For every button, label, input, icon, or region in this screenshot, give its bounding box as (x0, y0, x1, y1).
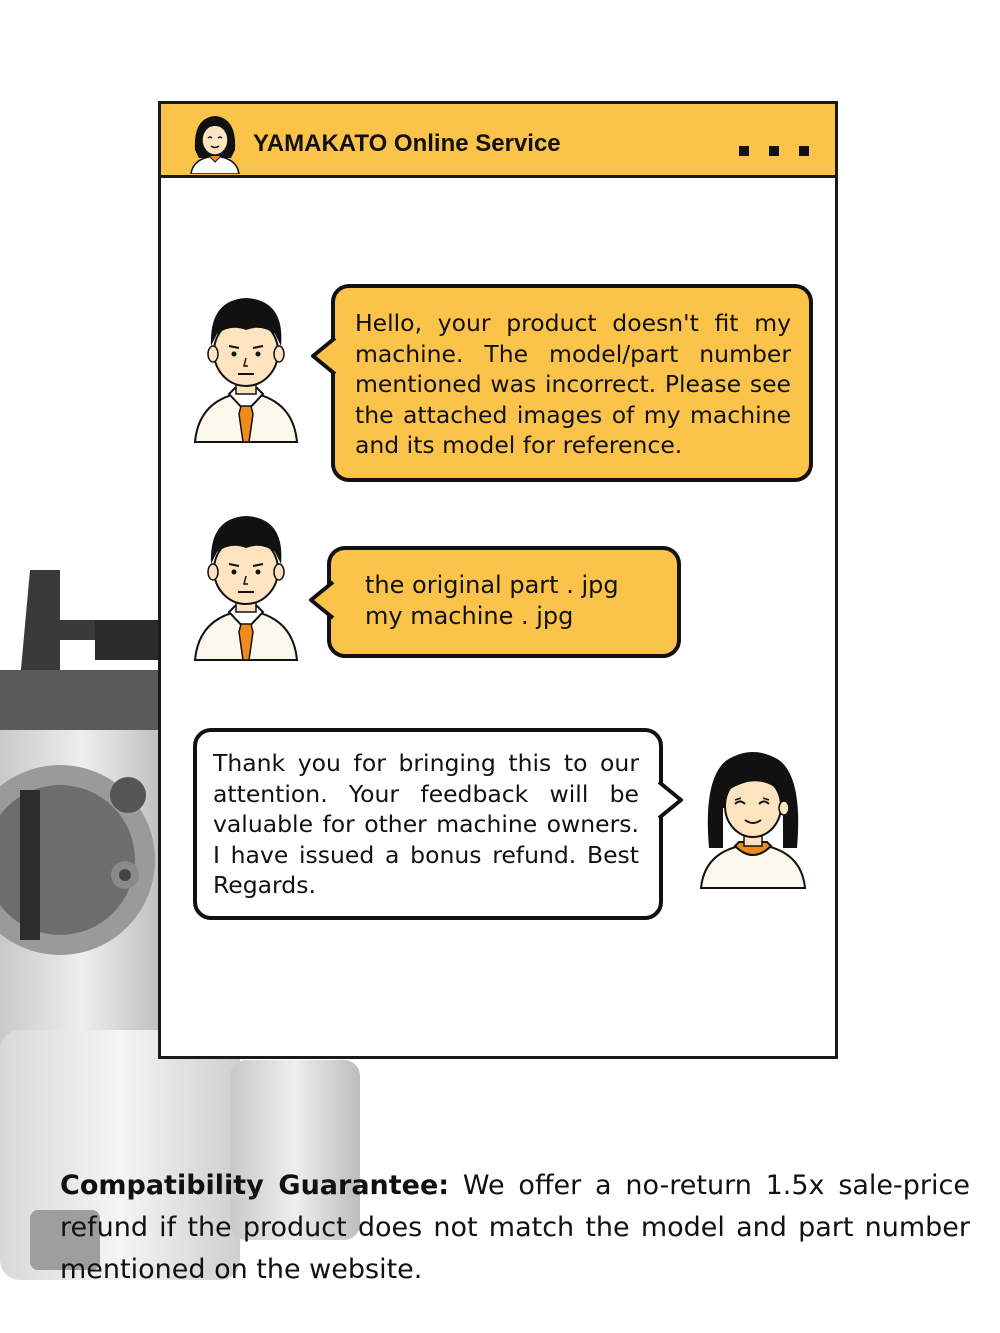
agent-avatar-icon (697, 748, 809, 898)
attachments-bubble (327, 546, 681, 658)
attachment-link[interactable]: the original part . jpg (365, 571, 619, 599)
bubble-tail (307, 580, 337, 620)
more-dots-icon[interactable] (739, 146, 809, 156)
dot (739, 146, 749, 156)
attachment-link[interactable]: my machine . jpg (365, 601, 574, 630)
customer-avatar-icon (191, 294, 301, 444)
customer-avatar-icon (191, 512, 301, 662)
customer-message-bubble (331, 284, 813, 482)
message-text: Hello, your product doesn't fit my machine. The model/part number mentioned was incorrect. Please see the attached images of my machine and its model for reference. (355, 309, 791, 459)
agent-message-bubble (193, 728, 663, 920)
chat-window (158, 101, 838, 1059)
header-title: YAMAKATO Online Service (253, 130, 561, 157)
dot (769, 146, 779, 156)
guarantee-body: We offer a no-return 1.5x sale-price refund if the product does not match the model and part number mentioned on the website. (60, 1170, 970, 1285)
bubble-tail (309, 336, 339, 376)
compatibility-guarantee-text (60, 1165, 970, 1291)
guarantee-label: Compatibility Guarantee: (60, 1170, 450, 1201)
message-text: Thank you for bringing this to our attention. Your feedback will be valuable for other machine owners. I have issued a bonus refund. Best Regards. (213, 749, 639, 899)
dot (799, 146, 809, 156)
agent-avatar-icon (187, 110, 243, 174)
chat-header (161, 104, 835, 178)
bubble-tail (655, 780, 685, 820)
